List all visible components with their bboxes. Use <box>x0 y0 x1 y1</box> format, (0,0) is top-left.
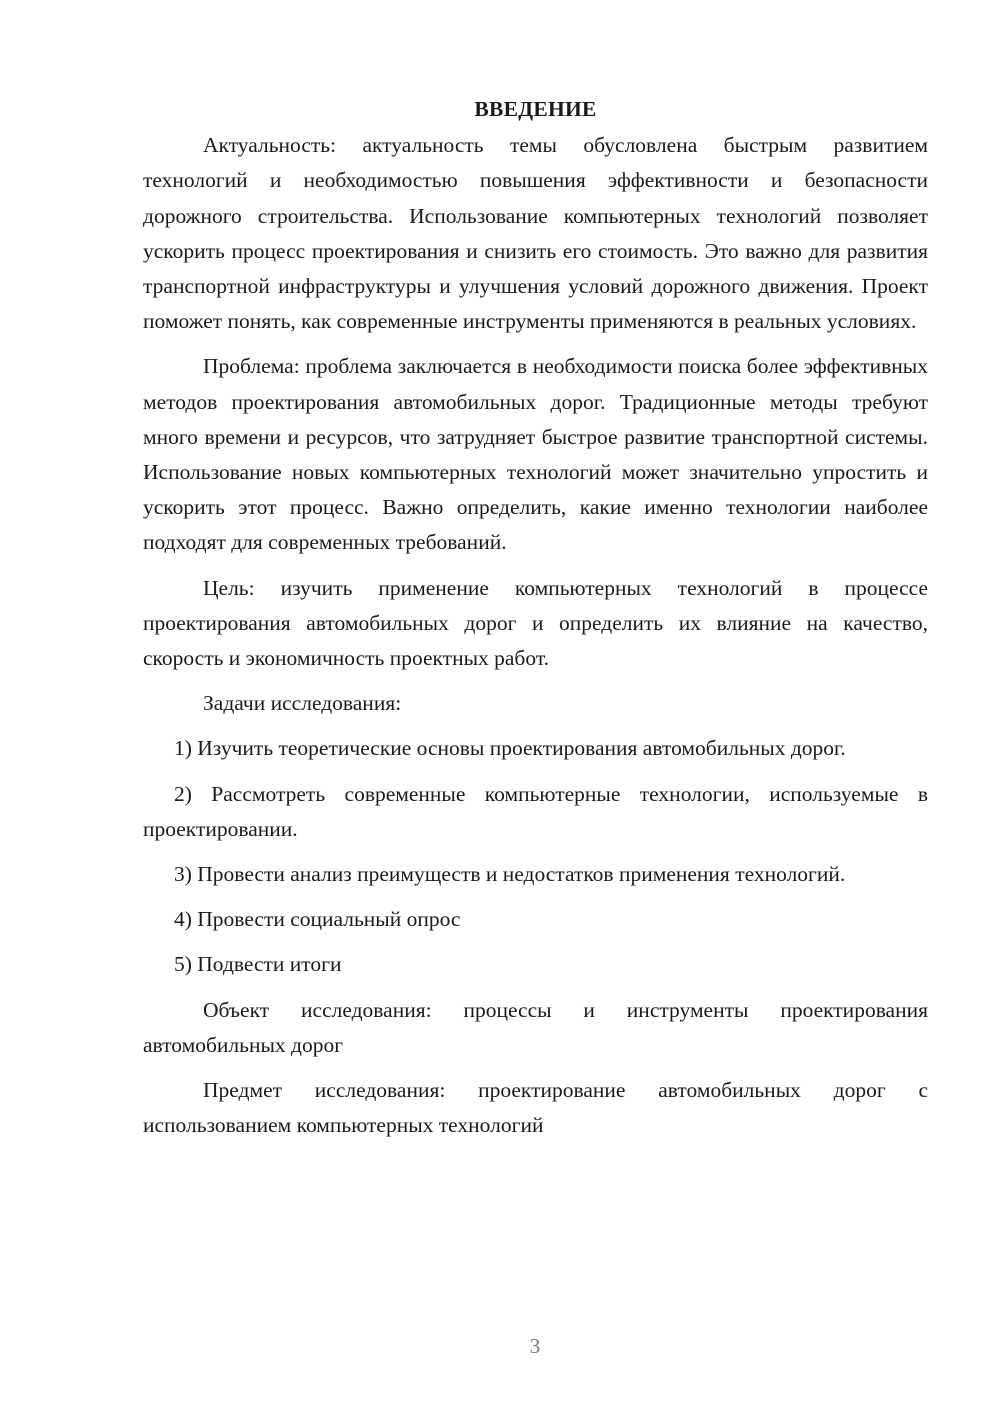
task-item-2: 2) Рассмотреть современные компьютерные технологии, используемые в проектировании. <box>143 781 928 841</box>
tasks-title: Задачи исследования: <box>203 691 402 716</box>
task-item-4: 4) Провести социальный опрос <box>174 907 461 932</box>
problem-paragraph: Проблема: проблема заключается в необходимости поиска более эффективных методов проектирования автомобильных дорог. Традиционные методы требуют много времени и ресурсов, что затрудняет быстрое развитие транспортной системы. Использование новых компьютерных технологий может значительно упростить и ускорить этот процесс. Важно определить, какие именно технологии наиболее подходят для современных требований. <box>143 354 928 555</box>
task-item-3: 3) Провести анализ преимуществ и недостатков применения технологий. <box>174 862 846 887</box>
section-heading: ВВЕДЕНИЕ <box>474 97 597 121</box>
relevance-paragraph: Актуальность: актуальность темы обусловлена быстрым развитием технологий и необходимостью повышения эффективности и безопасности дорожного строительства. Использование компьютерных технологий позволяет ускорить процесс проектирования и снизить его стоимость. Это важно для развития транспортной инфраструктуры и улучшения условий дорожного движения. Проект поможет понять, как современные инструменты применяются в реальных условиях. <box>143 133 928 334</box>
task-item-1: 1) Изучить теоретические основы проектирования автомобильных дорог. <box>174 736 846 761</box>
page-number: 3 <box>529 1334 541 1358</box>
document-page <box>143 92 928 1153</box>
task-item-5: 5) Подвести итоги <box>174 952 342 977</box>
goal-paragraph: Цель: изучить применение компьютерных технологий в процессе проектирования автомобильных дорог и определить их влияние на качество, скорость и экономичность проектных работ. <box>143 575 928 671</box>
research-object-paragraph: Объект исследования: процессы и инструменты проектирования автомобильных дорог <box>143 997 928 1057</box>
research-subject-paragraph: Предмет исследования: проектирование автомобильных дорог с использованием компьютерных технологий <box>143 1078 928 1138</box>
